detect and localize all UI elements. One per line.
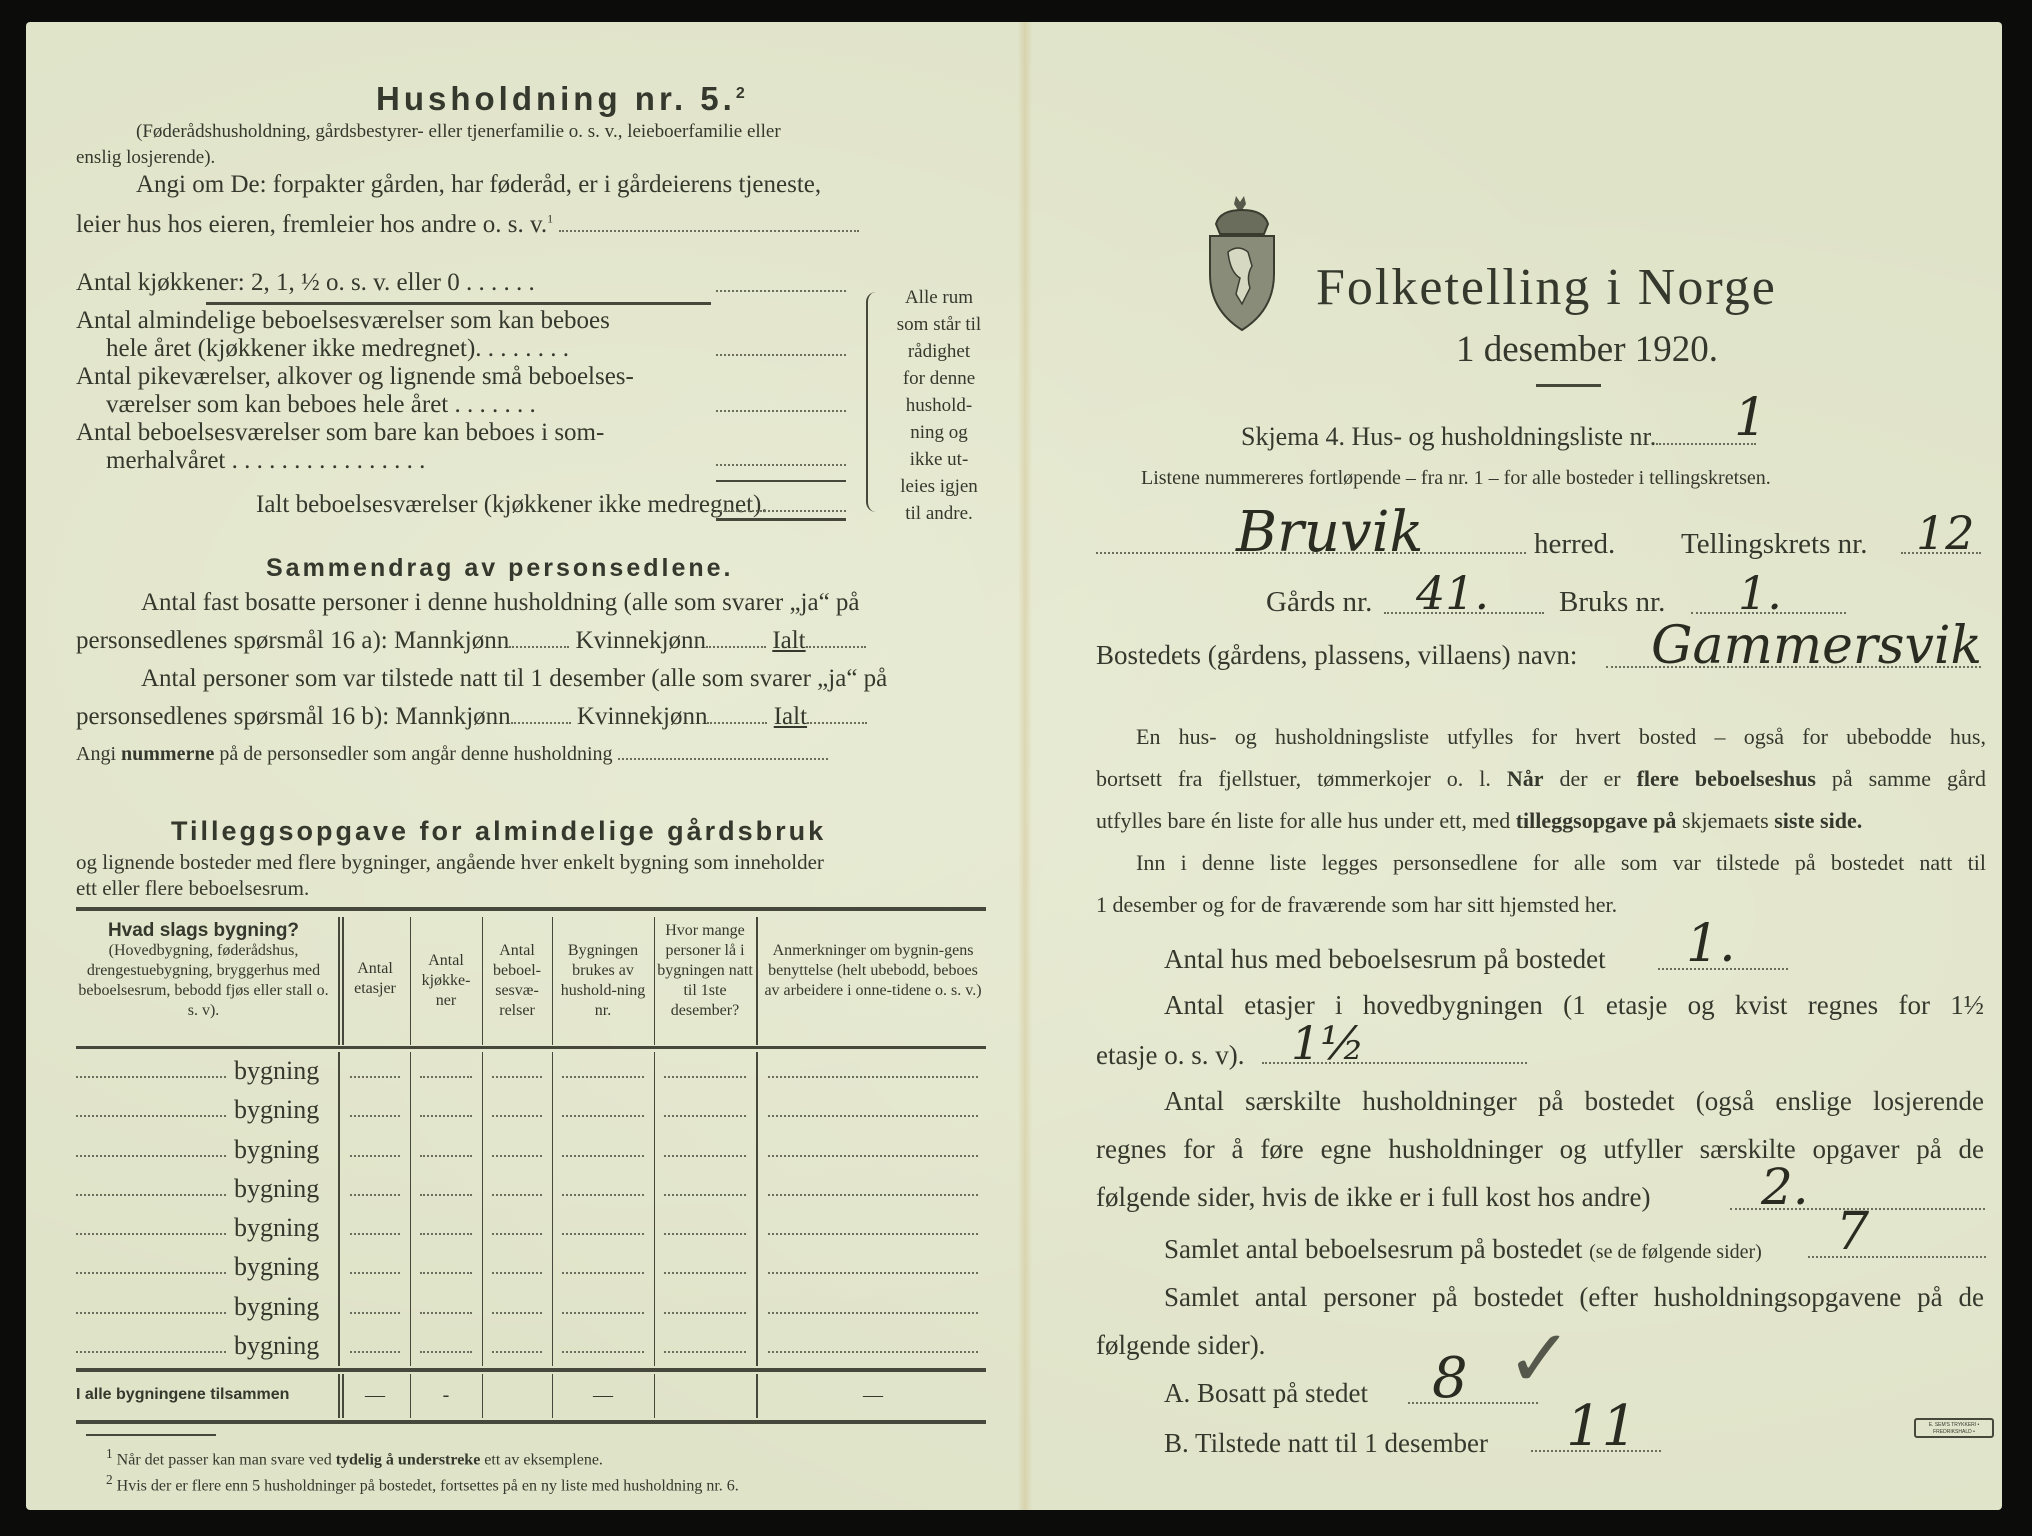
- total-rooms-label: Ialt beboelsesværelser (kjøkkener ikke medregnet).: [256, 491, 768, 518]
- households-label-3: følgende sider, hvis de ikke er i full kost hos andre): [1096, 1182, 1651, 1212]
- total-bottom-rule: [76, 1420, 986, 1424]
- table-cell-field[interactable]: [768, 1233, 978, 1235]
- total-kitchens[interactable]: -: [442, 1384, 450, 1406]
- footnote-rule: [86, 1434, 216, 1436]
- houses-value: 1.: [1686, 914, 1736, 974]
- table-cell-field[interactable]: [768, 1115, 978, 1117]
- table-cell-field[interactable]: [562, 1155, 644, 1157]
- check-mark-icon: ✓: [1506, 1312, 1574, 1405]
- total-top-rule: [76, 1368, 986, 1372]
- building-type-field[interactable]: [76, 1155, 226, 1157]
- table-cell-field[interactable]: [350, 1312, 400, 1314]
- table-row: [76, 1131, 986, 1170]
- resident-female-field[interactable]: [706, 646, 766, 648]
- households-label-1: Antal særskilte husholdninger på bostedet (også enslige losjerende: [1164, 1086, 1984, 1116]
- header-building-type: Hvad slags bygning? (Hovedbygning, føderådshus, drengestuebygning, bryggerhus med beboelsesrum, bebodd fjøs eller stall o. s. v).: [78, 920, 329, 1019]
- table-row: [76, 1209, 986, 1248]
- table-cell-field[interactable]: [350, 1272, 400, 1274]
- row-label: bygning: [234, 1095, 320, 1125]
- kitchens-field[interactable]: [716, 290, 846, 292]
- present-value: 11: [1566, 1394, 1638, 1459]
- building-type-field[interactable]: [76, 1272, 226, 1274]
- summary-a-line-1: Antal fast bosatte personer i denne husholdning (alle som svarer „ja“ på: [141, 589, 860, 616]
- table-row: [76, 1248, 986, 1287]
- table-cell-field[interactable]: [768, 1155, 978, 1157]
- header-household-no: Bygningen brukes av hushold-ning nr.: [560, 942, 646, 1019]
- table-cell-field[interactable]: [420, 1233, 472, 1235]
- present-male-field[interactable]: [511, 722, 571, 724]
- header-bottom-rule: [76, 1046, 986, 1049]
- herred-value: Bruvik: [1236, 500, 1424, 565]
- title-divider: [1536, 384, 1601, 387]
- table-cell-field[interactable]: [492, 1272, 542, 1274]
- form-title: Folketelling i Norge: [1316, 259, 1777, 316]
- total-household-no[interactable]: —: [593, 1384, 613, 1406]
- supplement-desc-1: og lignende bosteder med flere bygninger, angående hver enkelt bygning som inneholder: [76, 850, 824, 874]
- printer-stamp: E. SEM'S TRYKKERI • FREDRIKSHALD •: [1914, 1418, 1994, 1438]
- present-total-field[interactable]: [807, 722, 867, 724]
- page-fold: [1018, 22, 1032, 1510]
- tellingskrets-value: 12: [1916, 506, 1975, 560]
- table-cell-field[interactable]: [664, 1312, 746, 1314]
- floors-label-1: Antal etasjer i hovedbygningen (1 etasje og kvist regnes for 1½: [1164, 990, 1984, 1020]
- table-cell-field[interactable]: [768, 1076, 978, 1078]
- ordinary-rooms-label-2: hele året (kjøkkener ikke medregnet). . . . . . . .: [106, 335, 570, 362]
- angi-line-1: Angi om De: forpakter gården, har føderåd, er i gårdeierens tjeneste,: [136, 171, 822, 198]
- total-floors[interactable]: —: [365, 1384, 385, 1406]
- present-label: B. Tilstede natt til 1 desember: [1164, 1428, 1488, 1458]
- table-cell-field[interactable]: [562, 1272, 644, 1274]
- gards-label: Gårds nr.: [1266, 586, 1373, 618]
- person-numbers-line: Angi nummerne på de personsedler som angår denne husholdning: [76, 744, 828, 764]
- resident-label: A. Bosatt på stedet: [1164, 1378, 1368, 1408]
- table-cell-field[interactable]: [492, 1351, 542, 1353]
- table-cell-field[interactable]: [664, 1076, 746, 1078]
- table-cell-field[interactable]: [562, 1233, 644, 1235]
- resident-value: 8: [1432, 1346, 1468, 1411]
- row-label: bygning: [234, 1330, 320, 1360]
- present-female-field[interactable]: [707, 722, 767, 724]
- building-type-field[interactable]: [76, 1312, 226, 1314]
- table-cell-field[interactable]: [768, 1194, 978, 1196]
- total-rooms-field[interactable]: [716, 510, 846, 512]
- small-rooms-label: Antal pikeværelser, alkover og lignende små beboelses-: [76, 363, 634, 390]
- table-cell-field[interactable]: [562, 1194, 644, 1196]
- total-rooms-value: 7: [1836, 1202, 1870, 1262]
- total-row: [76, 1374, 986, 1418]
- table-cell-field[interactable]: [492, 1312, 542, 1314]
- row-label: bygning: [234, 1056, 320, 1085]
- table-cell-field[interactable]: [664, 1272, 746, 1274]
- row-label: bygning: [234, 1134, 320, 1164]
- table-cell-field[interactable]: [420, 1155, 472, 1157]
- sum-line: [716, 480, 846, 482]
- persons-label-1: Samlet antal personer på bostedet (efter husholdningsopgavene på de: [1164, 1282, 1984, 1312]
- table-cell-field[interactable]: [562, 1312, 644, 1314]
- header-kitchens: Antal kjøkke-ner: [421, 952, 471, 1009]
- kitchens-label: Antal kjøkkener: 2, 1, ½ o. s. v. eller 0 . . . . . .: [76, 269, 535, 296]
- bosted-value: Gammersvik: [1651, 616, 1982, 676]
- kitchens-underline: [206, 302, 711, 305]
- summer-rooms-label-2: merhalvåret . . . . . . . . . . . . . . . .: [106, 447, 426, 474]
- supplement-title: Tilleggsopgave for almindelige gårdsbruk: [171, 816, 827, 846]
- table-cell-field[interactable]: [492, 1076, 542, 1078]
- table-cell-field[interactable]: [664, 1233, 746, 1235]
- herred-label: herred.: [1534, 528, 1616, 560]
- bruks-value: 1.: [1738, 566, 1782, 620]
- floors-value: 1½: [1291, 1016, 1365, 1070]
- table-cell-field[interactable]: [350, 1233, 400, 1235]
- resident-male-field[interactable]: [509, 646, 569, 648]
- table-cell-field[interactable]: [768, 1351, 978, 1353]
- right-page: [1066, 22, 1986, 1510]
- header-rooms: Antal beboel-sesvæ-relser: [493, 942, 541, 1019]
- table-row: [76, 1327, 986, 1366]
- table-cell-field[interactable]: [664, 1351, 746, 1353]
- table-cell-field[interactable]: [350, 1194, 400, 1196]
- summer-rooms-label: Antal beboelsesværelser som bare kan beboes i som-: [76, 419, 605, 446]
- list-number-value: 1: [1734, 388, 1768, 448]
- houses-label: Antal hus med beboelsesrum på bostedet: [1164, 944, 1606, 974]
- table-cell-field[interactable]: [768, 1312, 978, 1314]
- brace: [866, 292, 882, 512]
- household-subtitle-2: enslig losjerende).: [76, 147, 216, 168]
- resident-total-field[interactable]: [806, 646, 866, 648]
- row-label: bygning: [234, 1291, 320, 1321]
- angi-answer-field[interactable]: [559, 230, 859, 232]
- summer-rooms-field[interactable]: [716, 464, 846, 466]
- ordinary-rooms-label: Antal almindelige beboelsesværelser som kan beboes: [76, 307, 610, 334]
- summary-a-line-2: personsedlenes spørsmål 16 a): Mannkjønn Kvinnekjønn Ialt: [76, 628, 866, 653]
- table-cell-field[interactable]: [492, 1155, 542, 1157]
- table-cell-field[interactable]: [420, 1194, 472, 1196]
- row-label: bygning: [234, 1213, 320, 1242]
- small-rooms-field[interactable]: [716, 410, 846, 412]
- footnote-1: $^1$ Når det passer kan man svare ved tydelig å understreke ett av eksemplene.: [106, 1446, 603, 1469]
- small-rooms-label-2: værelser som kan beboes hele året . . . . . . .: [106, 391, 536, 418]
- table-cell-field[interactable]: [562, 1115, 644, 1117]
- row-label: bygning: [234, 1173, 320, 1203]
- table-cell-field[interactable]: [664, 1155, 746, 1157]
- table-cell-field[interactable]: [420, 1312, 472, 1314]
- table-cell-field[interactable]: [420, 1272, 472, 1274]
- table-cell-field[interactable]: [492, 1233, 542, 1235]
- row-label: bygning: [234, 1252, 320, 1282]
- building-type-field[interactable]: [76, 1233, 226, 1235]
- gards-value: 41.: [1416, 566, 1490, 620]
- table-cell-field[interactable]: [562, 1351, 644, 1353]
- total-rooms-field[interactable]: [1808, 1256, 1986, 1258]
- table-cell-field[interactable]: [562, 1076, 644, 1078]
- summary-b-line-2: personsedlenes spørsmål 16 b): Mannkjønn Kvinnekjønn Ialt: [76, 704, 867, 729]
- building-type-field[interactable]: [76, 1115, 226, 1117]
- tellingskrets-label: Tellingskrets nr.: [1681, 528, 1868, 560]
- table-cell-field[interactable]: [664, 1194, 746, 1196]
- header-floors: Antal etasjer: [354, 960, 396, 997]
- bruks-label: Bruks nr.: [1559, 586, 1666, 618]
- households-label-2: regnes for å føre egne husholdninger og utfyller særskilte opgaver på de: [1096, 1134, 1984, 1164]
- table-cell-field[interactable]: [492, 1194, 542, 1196]
- total-remarks[interactable]: —: [863, 1384, 883, 1406]
- table-cell-field[interactable]: [350, 1351, 400, 1353]
- numbering-note: Listene nummereres fortløpende – fra nr. 1 – for alle bosteder i tellingskretsen.: [1141, 467, 1771, 489]
- footnote-2: $^2$ Hvis der er flere enn 5 husholdninger på bostedet, fortsettes på en ny liste med husholdning nr. 6.: [106, 1472, 739, 1495]
- persons-label-2: følgende sider).: [1096, 1330, 1266, 1360]
- table-cell-field[interactable]: [350, 1155, 400, 1157]
- header-persons: Hvor mange personer lå i bygningen natt til 1ste desember?: [657, 922, 753, 1019]
- summary-b-line-1: Antal personer som var tilstede natt til 1 desember (alle som svarer „ja“ på: [141, 665, 888, 692]
- household-title: Husholdning nr. 5.$^2$: [376, 80, 749, 117]
- buildings-table-header: [76, 917, 986, 1045]
- table-cell-field[interactable]: [420, 1115, 472, 1117]
- instructions: En hus- og husholdningsliste utfylles for hvert bosted – også for ubebodde hus, bortsett fra fjellstuer, tømmerkojer o. l. Når der er flere beboelseshus på samme gård utfylles bare én liste for alle hus under ett, med tilleggsopgave på skjemaets siste side. Inn i denne liste legges personsedlene for alle som var tilstede på bostedet natt til 1 desember og for de fraværende som har sitt hjemsted her.: [1096, 724, 1987, 917]
- summary-title: Sammendrag av personsedlene.: [266, 554, 734, 582]
- total-rooms-line: Samlet antal beboelsesrum på bostedet (se de følgende sider): [1164, 1234, 1762, 1264]
- table-row: [76, 1170, 986, 1209]
- ordinary-rooms-field[interactable]: [716, 354, 846, 356]
- table-cell-field[interactable]: [420, 1351, 472, 1353]
- supplement-desc-2: ett eller flere beboelsesrum.: [76, 876, 310, 900]
- table-cell-field[interactable]: [420, 1076, 472, 1078]
- census-date: 1 desember 1920.: [1456, 329, 1719, 370]
- table-top-rule: [76, 907, 986, 911]
- building-type-field[interactable]: [76, 1351, 226, 1353]
- table-cell-field[interactable]: [768, 1272, 978, 1274]
- table-row: [76, 1091, 986, 1130]
- table-cell-field[interactable]: [492, 1115, 542, 1117]
- brace-note: Alle rum som står til rådighet for denne hushold- ning og ikke ut- leies igjen til andre.: [896, 287, 982, 524]
- table-row: [76, 1052, 986, 1091]
- left-page: [76, 22, 1006, 1510]
- header-remarks: Anmerkninger om bygnin-gens benyttelse (helt ubebodd, beboes av arbeidere i onne-tidene o. s. v.): [764, 942, 982, 999]
- household-subtitle: (Føderådshusholdning, gårdsbestyrer- eller tjenerfamilie o. s. v., leieboerfamilie eller: [136, 121, 781, 142]
- buildings-table-body: [76, 1052, 986, 1366]
- coat-of-arms-icon: [1206, 192, 1278, 332]
- schema-line: Skjema 4. Hus- og husholdningsliste nr.: [1241, 424, 1756, 450]
- building-type-field[interactable]: [76, 1194, 226, 1196]
- table-row: [76, 1288, 986, 1327]
- person-numbers-field[interactable]: [618, 758, 828, 760]
- table-cell-field[interactable]: [350, 1076, 400, 1078]
- bosted-label: Bostedets (gårdens, plassens, villaens) navn:: [1096, 640, 1578, 670]
- table-cell-field[interactable]: [350, 1115, 400, 1117]
- census-form-sheet: [26, 22, 2002, 1510]
- table-cell-field[interactable]: [664, 1115, 746, 1117]
- households-value: 2.: [1761, 1158, 1809, 1216]
- floors-label-2: etasje o. s. v).: [1096, 1040, 1245, 1070]
- total-rooms-underline: [716, 518, 846, 521]
- angi-line-2: leier hus hos eieren, fremleier hos andre o. s. v.$^1$: [76, 212, 859, 237]
- total-row-label: I alle bygningene tilsammen: [76, 1386, 290, 1403]
- building-type-field[interactable]: [76, 1076, 226, 1078]
- footnotes: [106, 1444, 739, 1497]
